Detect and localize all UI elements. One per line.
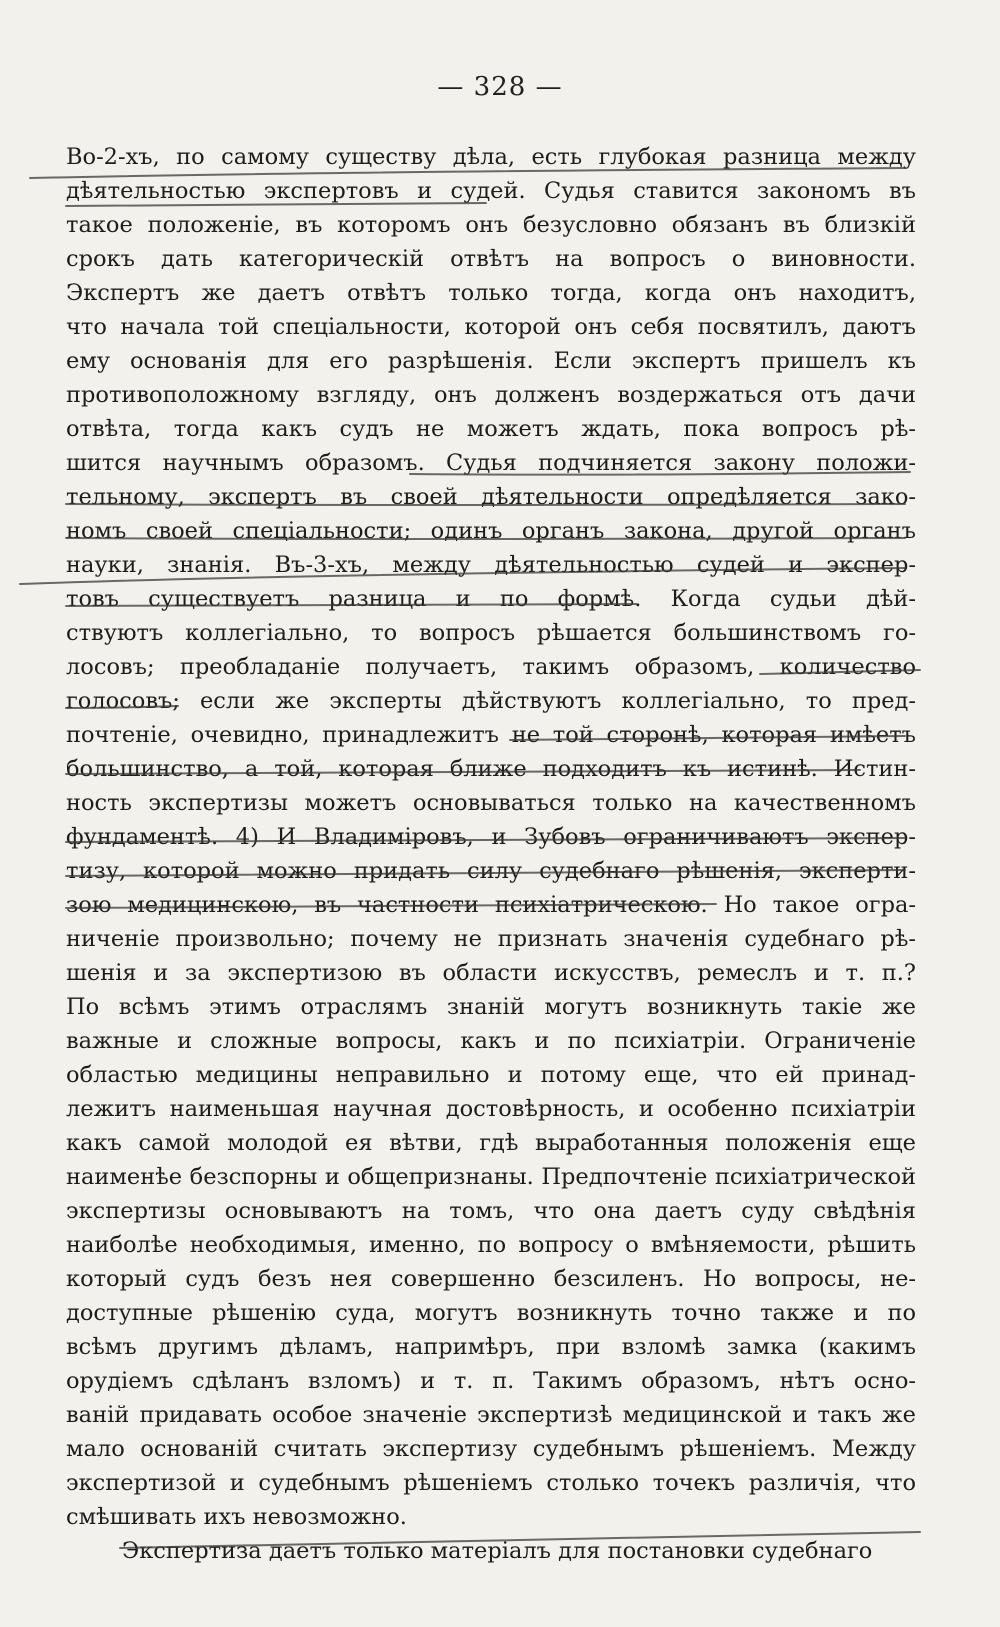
text-line: номъ своей спеціальности; одинъ органъ закона, другой органъ <box>66 518 916 544</box>
text-line: ность экспертизы можетъ основываться только на качественномъ <box>66 790 916 816</box>
text-line: шится научнымъ образомъ. Судья подчиняется закону положи- <box>66 450 916 476</box>
text-line: Экспертиза даетъ только матеріалъ для постановки судебнаго <box>122 1538 873 1564</box>
text-line: тельному, экспертъ въ своей дѣятельности опредѣляется зако- <box>66 484 916 510</box>
text-line: По всѣмъ этимъ отраслямъ знаній могутъ возникнуть такіе же <box>66 994 916 1020</box>
text-line: шенія и за экспертизою въ области искусствъ, ремеслъ и т. п.? <box>66 960 916 986</box>
text-line: экспертизой и судебнымъ рѣшеніемъ столько точекъ различія, что <box>66 1470 916 1496</box>
text-line: областью медицины неправильно и потому еще, что ей принад- <box>66 1062 916 1088</box>
text-line: такое положеніе, въ которомъ онъ безусловно обязанъ въ близкій <box>66 212 916 238</box>
text-line: лосовъ; преобладаніе получаетъ, такимъ образомъ, количество <box>66 654 916 680</box>
text-line: ему основанія для его разрѣшенія. Если экспертъ пришелъ къ <box>66 348 916 374</box>
text-line: лежитъ наименьшая научная достовѣрность, и особенно психіатріи <box>66 1096 916 1122</box>
text-line: важные и сложные вопросы, какъ и по психіатріи. Ограниченіе <box>66 1028 916 1054</box>
text-line: тизу, которой можно придать силу судебнаго рѣшенія, эксперти- <box>66 858 916 884</box>
text-line: фундаментѣ. 4) И Владиміровъ, и Зубовъ ограничиваютъ экспер- <box>66 824 916 850</box>
text-line: что начала той спеціальности, которой онъ себя посвятилъ, даютъ <box>66 314 916 340</box>
text-line: отвѣта, тогда какъ судъ не можетъ ждать, пока вопросъ рѣ- <box>66 416 916 442</box>
text-line: товъ существуетъ разница и по формѣ. Когда судьи дѣй- <box>66 586 916 612</box>
text-line: смѣшивать ихъ невозможно. <box>66 1504 407 1530</box>
text-line: зою медицинскою, въ частности психіатрическою. Но такое огра- <box>66 892 916 918</box>
body-text <box>66 140 916 1568</box>
text-line: дѣятельностью экспертовъ и судей. Судья ставится закономъ въ <box>66 178 916 204</box>
text-line: всѣмъ другимъ дѣламъ, напримѣръ, при взломѣ замка (какимъ <box>66 1334 916 1360</box>
text-line: ствуютъ коллегіально, то вопросъ рѣшается большинствомъ го- <box>66 620 916 646</box>
text-line: доступные рѣшенію суда, могутъ возникнуть точно также и по <box>66 1300 916 1326</box>
page-number: — 328 — <box>437 72 563 102</box>
text-line: экспертизы основываютъ на томъ, что она даетъ суду свѣдѣнія <box>66 1198 916 1224</box>
text-line: наиболѣе необходимыя, именно, по вопросу о вмѣняемости, рѣшить <box>66 1232 916 1258</box>
text-line: голосовъ; если же эксперты дѣйствуютъ коллегіально, то пред- <box>66 688 916 714</box>
text-line: наименѣе безспорны и общепризнаны. Предпочтеніе психіатрической <box>66 1164 916 1190</box>
text-line: ниченіе произвольно; почему не признать значенія судебнаго рѣ- <box>66 926 916 952</box>
text-line: Экспертъ же даетъ отвѣтъ только тогда, когда онъ находитъ, <box>66 280 916 306</box>
text-line: большинство, а той, которая ближе подходитъ къ истинѣ. Истин- <box>66 756 916 782</box>
text-line: орудіемъ сдѣланъ взломъ) и т. п. Такимъ образомъ, нѣтъ осно- <box>66 1368 916 1394</box>
text-line: Во-2-хъ, по самому существу дѣла, есть глубокая разница между <box>66 144 916 170</box>
text-line: противоположному взгляду, онъ долженъ воздержаться отъ дачи <box>66 382 916 408</box>
text-line: какъ самой молодой ея вѣтви, гдѣ выработанныя положенія еще <box>66 1130 916 1156</box>
text-line: срокъ дать категорическій отвѣтъ на вопросъ о виновности. <box>66 246 916 272</box>
text-line: ваній придавать особое значеніе экспертизѣ медицинской и такъ же <box>66 1402 916 1428</box>
text-line: науки, знанія. Въ-3-хъ, между дѣятельностью судей и экспер- <box>66 552 916 578</box>
text-line: который судъ безъ нея совершенно безсиленъ. Но вопросы, не- <box>66 1266 916 1292</box>
text-line: мало основаній считать экспертизу судебнымъ рѣшеніемъ. Между <box>66 1436 916 1462</box>
text-line: почтеніе, очевидно, принадлежитъ не той сторонѣ, которая имѣетъ <box>66 722 916 748</box>
